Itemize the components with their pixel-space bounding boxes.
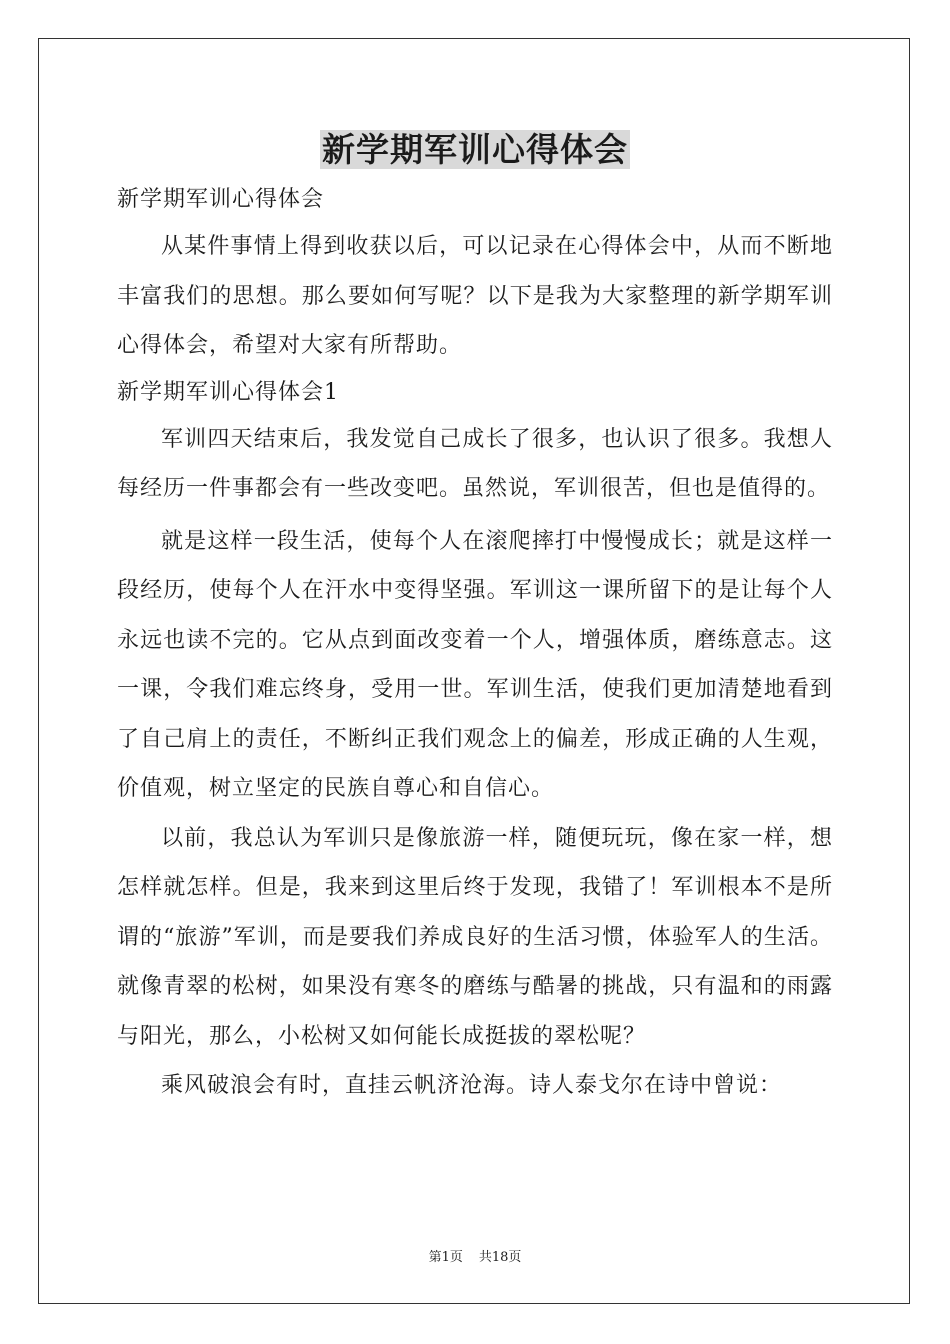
document-subtitle: 新学期军训心得体会 [117,187,325,212]
page-total: 共18页 [478,1250,522,1265]
section-heading: 新学期军训心得体会1 [117,379,339,405]
page-footer [0,1246,950,1265]
body-paragraph: 军训四天结束后，我发觉自己成长了很多，也认识了很多。我想人每经历一件事都会有一些改变吧。虽然说，军训很苦，但也是值得的。 [117,426,833,501]
intro-paragraph: 从某件事情上得到收获以后，可以记录在心得体会中，从而不断地丰富我们的思想。那么要如何写呢？以下是我为大家整理的新学期军训心得体会，希望对大家有所帮助。 [117,234,833,358]
document-title-wrapper [0,128,950,172]
document-title: 新学期军训心得体会 [322,130,628,169]
body-paragraph: 以前，我总认为军训只是像旅游一样，随便玩玩，像在家一样，想怎样就怎样。但是，我来到这里后终于发现，我错了！军训根本不是所谓的“旅游”军训，而是要我们养成良好的生活习惯，体验军人的生活。就像青翠的松树，如果没有寒冬的磨练与酷暑的挑战，只有温和的雨露与阳光，那么，小松树又如何能长成挺拔的翠松呢？ [117,825,833,1049]
document-body [117,178,833,1111]
body-paragraph: 就是这样一段生活，使每个人在滚爬摔打中慢慢成长；就是这样一段经历，使每个人在汗水中变得坚强。军训这一课所留下的是让每个人永远也读不完的。它从点到面改变着一个人，增强体质，磨练意志。这一课，令我们难忘终身，受用一世。军训生活，使我们更加清楚地看到了自己肩上的责任，不断纠正我们观念上的偏差，形成正确的人生观，价值观，树立坚定的民族自尊心和自信心。 [117,528,833,801]
page-number: 第1页 [428,1250,463,1265]
body-paragraph: 乘风破浪会有时，直挂云帆济沧海。诗人泰戈尔在诗中曾说： [161,1073,783,1098]
